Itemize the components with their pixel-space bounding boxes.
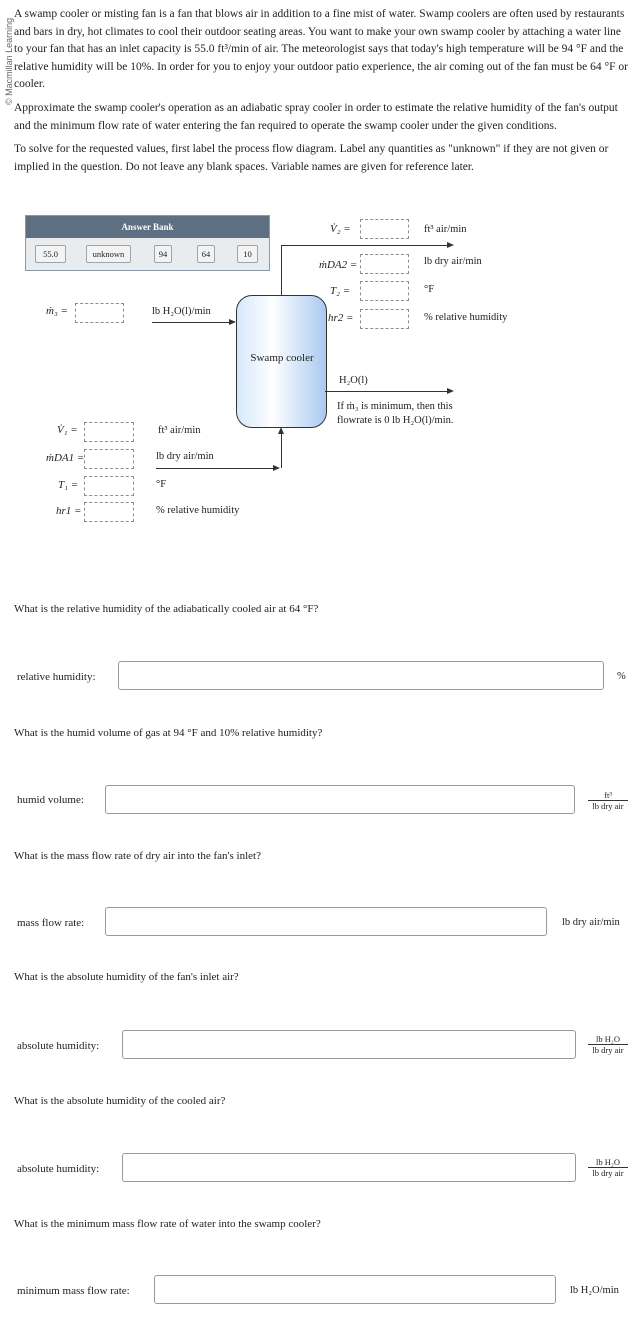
t2-unit: °F [424, 284, 435, 295]
mda2-variable-label: ṁDA2 = [319, 259, 358, 271]
answer-chip[interactable]: 64 [197, 245, 215, 263]
swamp-cooler-label: Swamp cooler [250, 352, 314, 364]
answer-label: absolute humidity: [17, 1040, 100, 1052]
air-outlet-riser [281, 245, 282, 295]
v2-variable-label: V̇₂ = [330, 223, 351, 235]
water-inlet-line [152, 322, 230, 323]
v2-drop-target[interactable] [360, 219, 409, 239]
v1-unit: ft³ air/min [158, 425, 201, 436]
unit-numerator: ft³ [588, 790, 628, 801]
unit-numerator: lb H₂O [588, 1034, 628, 1045]
unit-denominator: lb dry air [592, 801, 624, 811]
v1-variable-label: V̇₁ = [57, 424, 78, 436]
air-outlet-arrow [447, 242, 454, 248]
hr1-unit: % relative humidity [156, 505, 240, 516]
answer-label: humid volume: [17, 794, 84, 806]
answer-bank-title: Answer Bank [26, 216, 269, 238]
inlet-absolute-humidity-input[interactable] [122, 1030, 576, 1059]
air-inlet-up-arrow [278, 427, 284, 434]
m3-unit: lb H₂O(l)/min [152, 306, 211, 317]
mda2-unit: lb dry air/min [424, 256, 482, 267]
unit-numerator: lb H₂O [588, 1157, 628, 1168]
answer-label: relative humidity: [17, 671, 96, 683]
question-text: What is the mass flow rate of dry air into the fan's inlet? [14, 850, 261, 862]
intro-paragraph-3: To solve for the requested values, first label the process flow diagram. Label any quantities as "unknown" if they are not given or implied in the question. Do not leave any blank spaces. Variable names are given for reference later. [14, 143, 609, 173]
hr2-drop-target[interactable] [360, 309, 409, 329]
m3-variable-label: ṁ₃ = [46, 305, 68, 317]
t2-drop-target[interactable] [360, 281, 409, 301]
air-inlet-line [156, 468, 274, 469]
m3-drop-target[interactable] [75, 303, 124, 323]
answer-chip[interactable]: 55.0 [35, 245, 66, 263]
answer-label: absolute humidity: [17, 1163, 100, 1175]
air-inlet-riser [281, 432, 282, 468]
question-text: What is the absolute humidity of the cooled air? [14, 1095, 226, 1107]
hr1-variable-label: hr1 = [56, 505, 82, 517]
answer-label: mass flow rate: [17, 917, 85, 929]
mda1-drop-target[interactable] [84, 449, 134, 469]
answer-chip[interactable]: 10 [237, 245, 258, 263]
mass-flow-rate-input[interactable] [105, 907, 547, 936]
water-outlet-note: If ṁ₃ is minimum, then this flowrate is 0 lb H₂O(l)/min. [337, 401, 454, 426]
intro-paragraph-1: A swamp cooler or misting fan is a fan that blows air in addition to a fine mist of water. Swamp coolers are often used by restaurants and bars in dry, hot climates to cool their outdoor seating areas. You want to make your own swamp cooler by attaching a water line to your fan that has an inlet capacity is 55.0 ft³/min of air. The meteorologist says that today's high temperature will be 94 °F and the relative humidity will be 10%. In order for you to enjoy your outdoor patio experience, the air coming out of the fan must be 64 °F or cooler. [14, 8, 628, 90]
hr2-unit: % relative humidity [424, 312, 508, 323]
t2-variable-label: T₂ = [330, 285, 351, 297]
question-text: What is the humid volume of gas at 94 °F and 10% relative humidity? [14, 727, 323, 739]
water-inlet-arrow [229, 319, 236, 325]
intro-paragraph-2: Approximate the swamp cooler's operation as an adiabatic spray cooler in order to estimate the relative humidity of the fan's output and the minimum flow rate of water entering the fan required to operate the swamp cooler under the given conditions. [14, 102, 618, 132]
answer-unit: % [617, 671, 626, 682]
t1-unit: °F [156, 479, 167, 490]
t1-variable-label: T₁ = [58, 479, 79, 491]
answer-label: minimum mass flow rate: [17, 1285, 130, 1297]
air-outlet-line [281, 245, 448, 246]
humid-volume-input[interactable] [105, 785, 575, 814]
minimum-water-flow-input[interactable] [154, 1275, 556, 1304]
v1-drop-target[interactable] [84, 422, 134, 442]
mda1-variable-label: ṁDA1 = [46, 452, 85, 464]
question-text: What is the relative humidity of the adiabatically cooled air at 64 °F? [14, 603, 319, 615]
water-outlet-line [325, 391, 448, 392]
mda2-drop-target[interactable] [360, 254, 409, 274]
hr1-drop-target[interactable] [84, 502, 134, 522]
answer-unit-fraction [588, 1034, 628, 1055]
answer-unit-fraction [588, 1157, 628, 1178]
copyright-watermark: © Macmillan Learning [4, 17, 14, 105]
answer-chip[interactable]: 94 [154, 245, 172, 263]
t1-drop-target[interactable] [84, 476, 134, 496]
cooled-absolute-humidity-input[interactable] [122, 1153, 576, 1182]
question-text: What is the minimum mass flow rate of water into the swamp cooler? [14, 1218, 321, 1230]
unit-denominator: lb dry air [592, 1045, 624, 1055]
relative-humidity-input[interactable] [118, 661, 604, 690]
question-text: What is the absolute humidity of the fan's inlet air? [14, 971, 239, 983]
answer-unit: lb H₂O/min [570, 1285, 619, 1296]
air-inlet-arrow [273, 465, 280, 471]
unit-denominator: lb dry air [592, 1168, 624, 1178]
water-outlet-arrow [447, 388, 454, 394]
answer-bank [25, 215, 270, 271]
answer-unit: lb dry air/min [562, 917, 620, 928]
answer-chip[interactable]: unknown [86, 245, 131, 263]
mda1-unit: lb dry air/min [156, 451, 214, 462]
v2-unit: ft³ air/min [424, 224, 467, 235]
hr2-variable-label: hr2 = [328, 312, 354, 324]
answer-unit-fraction [588, 790, 628, 811]
water-outlet-label: H₂O(l) [339, 375, 368, 386]
